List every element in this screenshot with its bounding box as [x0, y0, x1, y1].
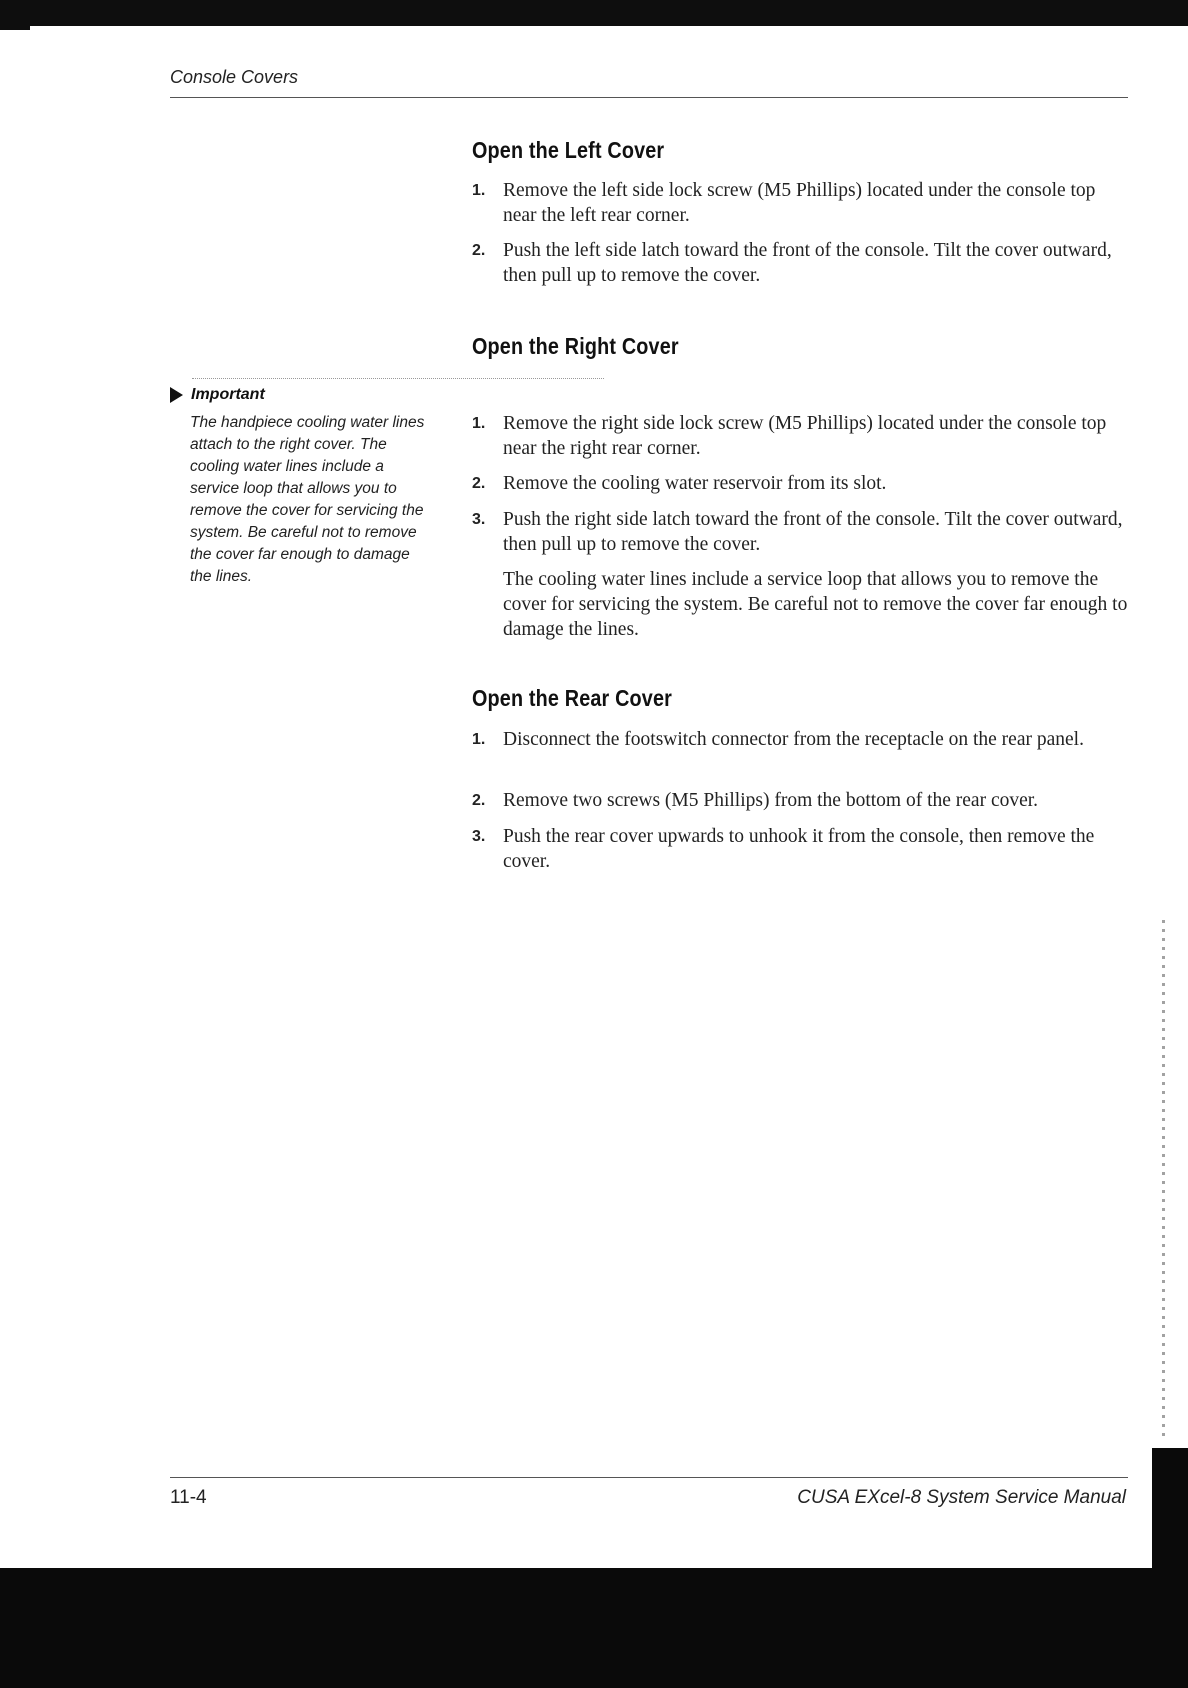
step-number: 2. [472, 242, 486, 259]
scan-bottom-border [0, 1568, 1188, 1688]
right-cover-note: The cooling water lines include a service loop that allows you to remove the cover for servicing the system. Be careful not to remove the cover far enough to damage the lines. [503, 569, 1128, 640]
sidebar-rule [192, 378, 604, 379]
step-text: Remove the right side lock screw (M5 Phillips) located under the console top near the right rear corner. [503, 413, 1107, 459]
step-text: Push the rear cover upwards to unhook it from the console, then remove the cover. [503, 826, 1095, 872]
footer-rule [170, 1477, 1128, 1478]
step-rear-3 [472, 824, 1132, 874]
important-title: Important [191, 386, 265, 403]
step-text: Remove the cooling water reservoir from its slot. [503, 473, 887, 494]
step-text: Push the right side latch toward the front of the console. Tilt the cover outward, then pull up to remove the cover. [503, 509, 1123, 555]
scan-edge-noise [1162, 920, 1165, 1440]
heading-right-cover: Open the Right Cover [472, 333, 679, 359]
step-right-1 [472, 411, 1132, 461]
step-text: Push the left side latch toward the front of the console. Tilt the cover outward, then pull up to remove the cover. [503, 240, 1112, 286]
running-head: Console Covers [170, 67, 299, 87]
step-right-2 [472, 471, 1132, 496]
page-number: 11-4 [170, 1487, 207, 1508]
step-number: 3. [472, 511, 486, 528]
triangle-bullet-icon [170, 387, 183, 403]
step-text: Remove the left side lock screw (M5 Phillips) located under the console top near the left rear corner. [503, 180, 1096, 226]
heading-rear-cover: Open the Rear Cover [472, 685, 673, 711]
manual-title: CUSA EXcel-8 System Service Manual [797, 1487, 1126, 1508]
step-left-1 [472, 178, 1132, 228]
scan-right-edge [1152, 1448, 1188, 1578]
important-heading [170, 386, 265, 404]
step-number: 2. [472, 475, 486, 492]
step-text: Remove two screws (M5 Phillips) from the bottom of the rear cover. [503, 790, 1039, 811]
step-rear-1 [472, 727, 1132, 752]
scan-top-border [0, 0, 1188, 26]
step-number: 1. [472, 731, 486, 748]
step-left-2 [472, 238, 1132, 288]
header-rule [170, 97, 1128, 98]
heading-left-cover: Open the Left Cover [472, 137, 665, 163]
step-number: 2. [472, 792, 486, 809]
step-number: 1. [472, 415, 486, 432]
step-right-3 [472, 507, 1132, 557]
step-text: Disconnect the footswitch connector from the receptacle on the rear panel. [503, 729, 1084, 750]
step-number: 3. [472, 828, 486, 845]
step-number: 1. [472, 182, 486, 199]
step-rear-2 [472, 788, 1132, 813]
important-text: The handpiece cooling water lines attach to the right cover. The cooling water lines include a service loop that allows you to remove the cover for servicing the system. Be careful not to remove the cover far enough to damage the lines. [190, 414, 425, 585]
